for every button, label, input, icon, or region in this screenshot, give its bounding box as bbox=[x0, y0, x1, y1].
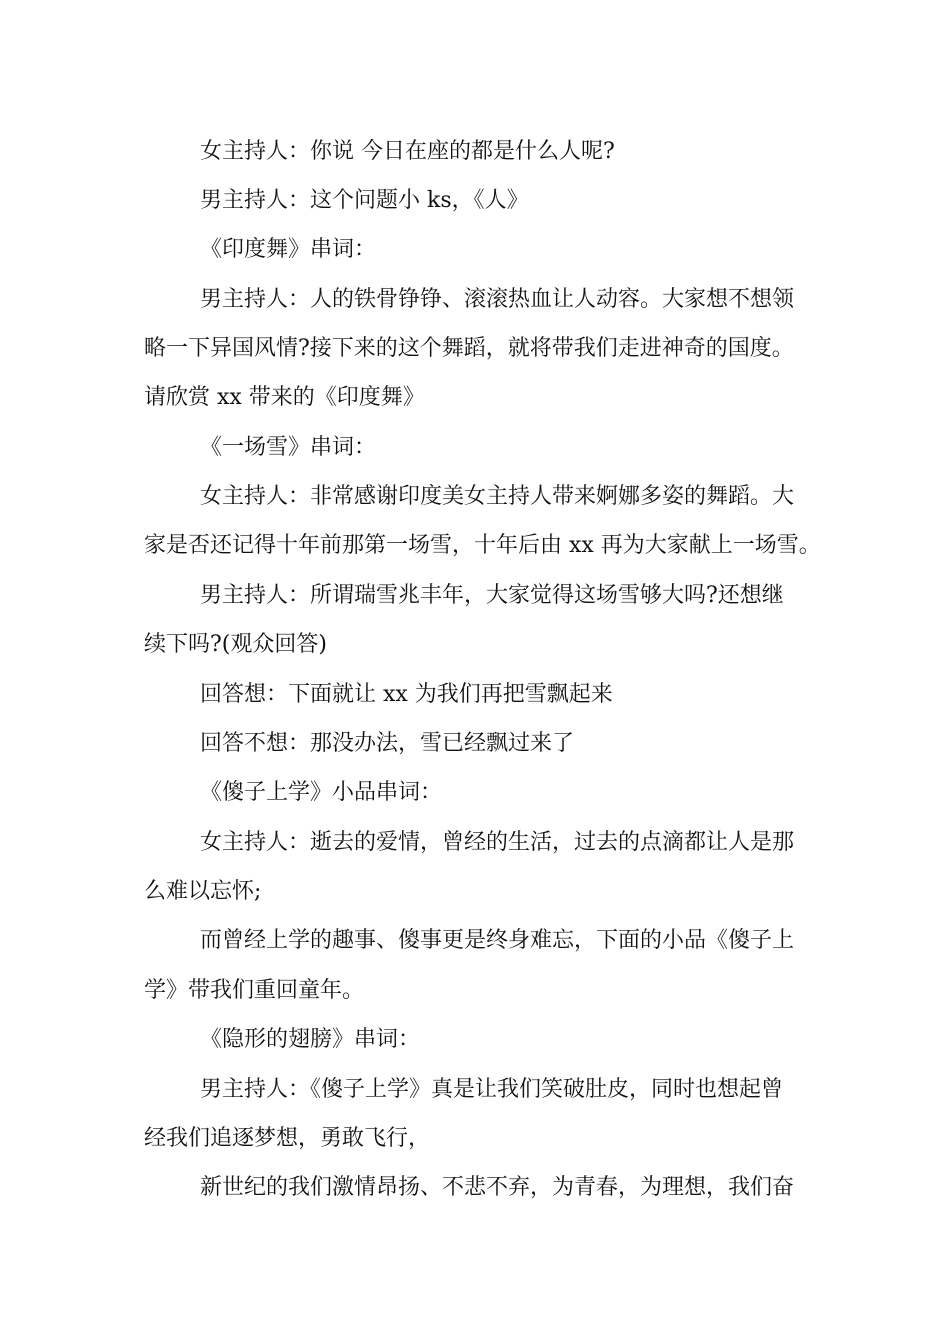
text-line: 学》带我们重回童年。 bbox=[144, 978, 365, 1003]
section-heading: 《隐形的翅膀》串词： bbox=[200, 1027, 421, 1052]
text-line: 而曾经上学的趣事、傻事更是终身难忘，下面的小品《傻子上 bbox=[200, 928, 795, 953]
text-line: 略一下异国风情?接下来的这个舞蹈，就将带我们走进神奇的国度。 bbox=[144, 336, 794, 361]
text-line: 男主持人：人的铁骨铮铮、滚滚热血让人动容。大家想不想领 bbox=[200, 287, 795, 312]
text-line: 回答不想：那没办法，雪已经飘过来了 bbox=[200, 731, 575, 756]
text-line: 男主持人：《傻子上学》真是让我们笑破肚皮，同时也想起曾 bbox=[200, 1077, 784, 1102]
text-line: 女主持人：你说 今日在座的都是什么人呢? bbox=[200, 139, 615, 164]
text-line: 家是否还记得十年前那第一场雪，十年后由 xx 再为大家献上一场雪。 bbox=[144, 533, 821, 558]
section-heading: 《印度舞》串词： bbox=[200, 237, 377, 262]
text-line: 么难以忘怀; bbox=[144, 879, 262, 904]
text-line: 女主持人：非常感谢印度美女主持人带来婀娜多姿的舞蹈。大 bbox=[200, 484, 795, 509]
text-line: 回答想：下面就让 xx 为我们再把雪飘起来 bbox=[200, 682, 613, 707]
text-line: 新世纪的我们激情昂扬、不悲不弃，为青春，为理想，我们奋 bbox=[200, 1175, 795, 1200]
text-line: 请欣赏 xx 带来的《印度舞》 bbox=[144, 385, 425, 410]
text-line: 男主持人：所谓瑞雪兆丰年，大家觉得这场雪够大吗?还想继 bbox=[200, 583, 784, 608]
section-heading: 《傻子上学》小品串词： bbox=[200, 780, 443, 805]
text-line: 经我们追逐梦想，勇敢飞行， bbox=[144, 1126, 431, 1151]
text-line: 女主持人：逝去的爱情，曾经的生活，过去的点滴都让人是那 bbox=[200, 830, 795, 855]
text-line: 男主持人：这个问题小 ks，《人》 bbox=[200, 188, 529, 213]
section-heading: 《一场雪》串词： bbox=[200, 435, 377, 460]
text-line: 续下吗?(观众回答) bbox=[144, 632, 327, 657]
